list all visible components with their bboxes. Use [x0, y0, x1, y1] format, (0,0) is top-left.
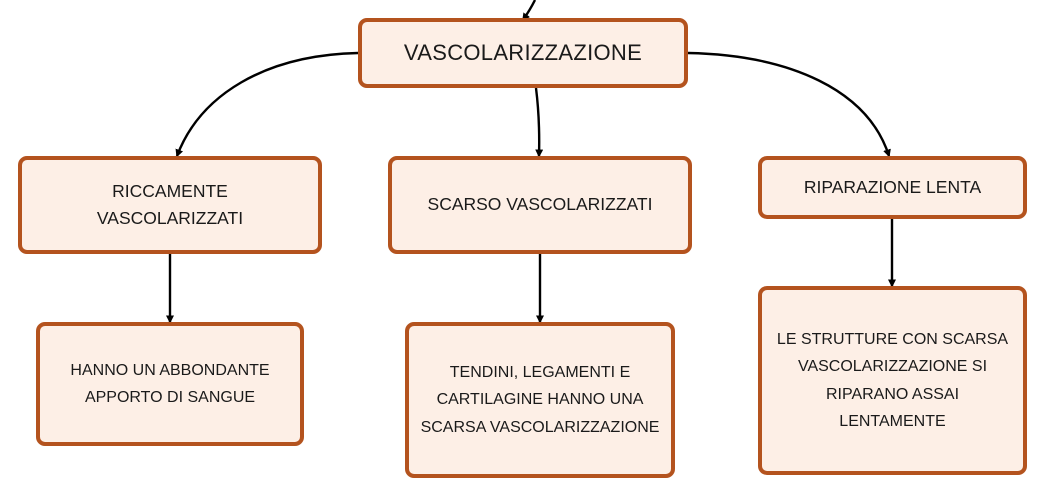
incoming-arrow — [523, 0, 535, 20]
root-node — [358, 18, 688, 88]
arrow-root-to-branch-3 — [688, 53, 889, 156]
branch-node-riccamente — [18, 156, 322, 254]
branch-node-scarso — [388, 156, 692, 254]
branch-node-riparazione — [758, 156, 1027, 219]
branch-node-label: SCARSO VASCOLARIZZATI — [427, 194, 653, 215]
child-node-label: TENDINI, LEGAMENTI E CARTILAGINE HANNO UNA SCARSA VASCOLARIZZAZIONE — [420, 364, 660, 436]
arrow-root-to-branch-2 — [536, 88, 539, 156]
child-node-label: HANNO UN ABBONDANTE APPORTO DI SANGUE — [70, 361, 270, 406]
branch-node-label: RIPARAZIONE LENTA — [803, 176, 982, 197]
branch-node-label: RICCAMENTE VASCOLARIZZATI — [96, 180, 244, 228]
arrow-root-to-branch-1 — [177, 53, 358, 156]
child-node-label: LE STRUTTURE CON SCARSA VASCOLARIZZAZIONE SI RIPARANO ASSAI LENTAMENTE — [776, 331, 1009, 430]
child-node-tendini — [405, 322, 675, 478]
root-node-label: VASCOLARIZZAZIONE — [403, 40, 643, 65]
child-node-apporto — [36, 322, 304, 446]
child-node-strutture — [758, 286, 1027, 475]
